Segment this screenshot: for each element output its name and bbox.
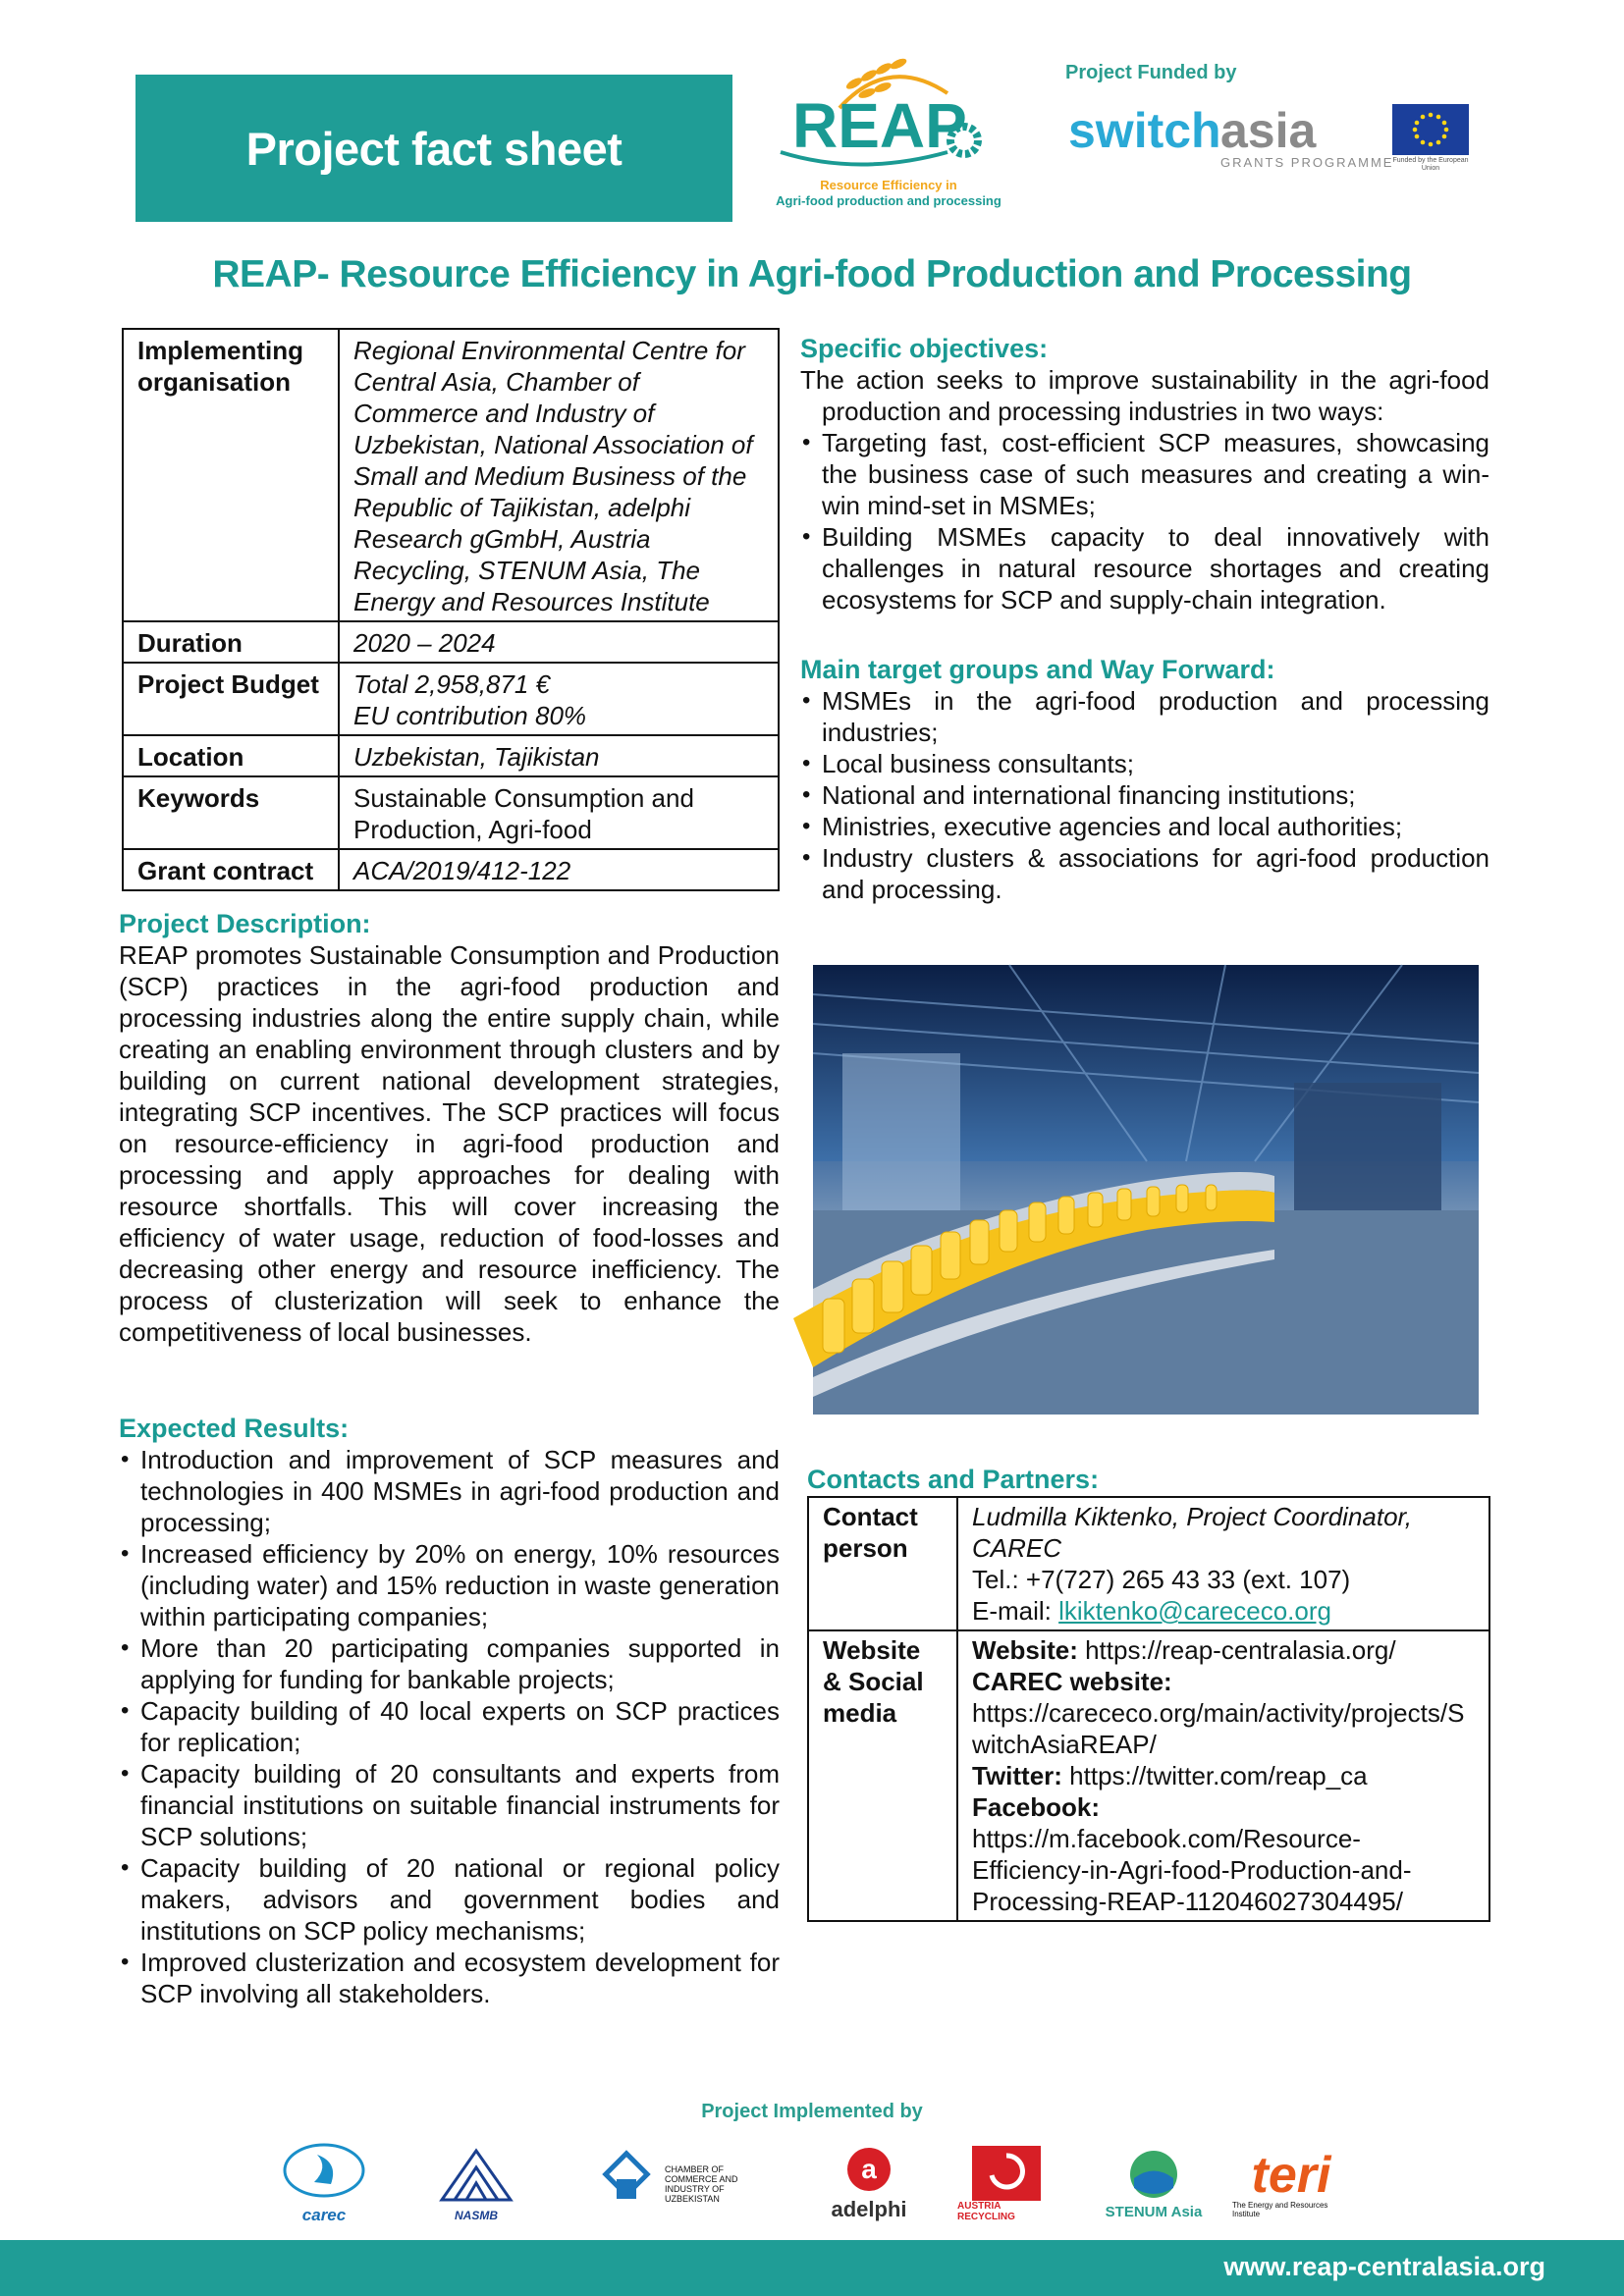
reap-tagline-1: Resource Efficiency in	[820, 178, 957, 192]
website-social-value	[957, 1630, 1489, 1921]
switch-text: switch	[1068, 103, 1221, 158]
objectives-list	[800, 427, 1489, 615]
twitter-label: Twitter:	[972, 1761, 1062, 1790]
svg-text:a: a	[861, 2154, 877, 2184]
list-item: • Capacity building of 20 national or regional policy makers, advisors and government bodies and institutions on SCP policy mechanisms;	[119, 1852, 780, 1947]
eu-flag-icon	[1392, 104, 1469, 155]
list-item: • Improved clusterization and ecosystem development for SCP involving all stakeholders.	[119, 1947, 780, 2009]
description-heading: Project Description:	[119, 909, 371, 938]
project-info-table	[122, 328, 780, 891]
funded-by-label: Project Funded by	[1065, 62, 1237, 83]
chamber-text: CHAMBER OF COMMERCE AND INDUSTRY OF UZBEKISTAN	[665, 2164, 738, 2204]
carec-website-link[interactable]: https://carececo.org/main/activity/projects/SwitchAsiaREAP/	[972, 1698, 1465, 1759]
implemented-by-label: Project Implemented by	[701, 2101, 923, 2122]
keywords-value: Sustainable Consumption and Production, Agri-food	[339, 776, 779, 849]
chamber-logo	[584, 2140, 781, 2228]
objectives-heading: Specific objectives:	[800, 334, 1049, 363]
stenum-text: STENUM Asia	[1105, 2203, 1203, 2220]
budget-value	[339, 663, 779, 735]
table-row	[123, 663, 779, 735]
location-label: Location	[123, 735, 339, 776]
reap-tagline-2: Agri-food production and processing	[776, 193, 1001, 208]
table-row	[808, 1497, 1489, 1630]
list-item: • Local business consultants;	[800, 748, 1489, 779]
website-link[interactable]: https://reap-centralasia.org/	[1077, 1635, 1396, 1665]
budget-total: Total 2,958,871 €	[353, 669, 550, 699]
banner-title: Project fact sheet	[245, 122, 623, 175]
fact-sheet-banner	[135, 75, 732, 222]
keywords-label: Keywords	[123, 776, 339, 849]
list-item: • National and international financing institutions;	[800, 779, 1489, 811]
duration-value: 2020 – 2024	[339, 621, 779, 663]
contact-tel: Tel.: +7(727) 265 43 33 (ext. 107)	[972, 1565, 1351, 1594]
reap-logo-text: REAP	[792, 90, 967, 161]
eu-caption: Funded by the European Union	[1392, 157, 1469, 172]
list-item: • Capacity building of 20 consultants and experts from financial institutions on suitable financial instruments for SCP solutions;	[119, 1758, 780, 1852]
footer-website-link[interactable]: www.reap-centralasia.org	[1223, 2252, 1545, 2281]
contact-person-value	[957, 1497, 1489, 1630]
asia-text: asia	[1220, 103, 1317, 158]
list-item: • Targeting fast, cost-efficient SCP measures, showcasing the business case of such measures and creating a win-win mind-set in MSMEs;	[800, 427, 1489, 521]
switchasia-logo	[1068, 98, 1394, 172]
website-line	[972, 1634, 1475, 1666]
results-heading: Expected Results:	[119, 1414, 350, 1443]
description-section	[119, 909, 780, 1348]
facebook-label: Facebook:	[972, 1792, 1101, 1822]
carec-logo	[275, 2140, 373, 2228]
list-item: • Introduction and improvement of SCP measures and technologies in 400 MSMEs in agri-food production and processing;	[119, 1444, 780, 1538]
list-item: • Increased efficiency by 20% on energy, 10% resources (including water) and 15% reduction in waste generation within participating companies;	[119, 1538, 780, 1632]
page-title: REAP- Resource Efficiency in Agri-food Production and Processing	[212, 253, 1412, 295]
twitter-link[interactable]: https://twitter.com/reap_ca	[1061, 1761, 1368, 1790]
list-item: • Industry clusters & associations for agri-food production and processing.	[800, 842, 1489, 905]
budget-eu: EU contribution 80%	[353, 701, 587, 730]
contact-person-label: Contact person	[808, 1497, 957, 1630]
email-link[interactable]: lkiktenko@carececo.org	[1058, 1596, 1331, 1626]
email-label: E-mail:	[972, 1596, 1059, 1626]
list-item: • Capacity building of 40 local experts on SCP practices for replication;	[119, 1695, 780, 1758]
table-row	[123, 776, 779, 849]
adelphi-text: adelphi	[831, 2197, 907, 2221]
table-row	[123, 621, 779, 663]
teri-logo	[1232, 2140, 1350, 2228]
duration-label: Duration	[123, 621, 339, 663]
twitter-line	[972, 1760, 1475, 1791]
description-text: REAP promotes Sustainable Consumption and Production (SCP) practices in the agri-food production and processing industries along the entire supply chain, while creating an enabling environment through clusters and by building on current national development strategies, integrating SCP incentives. The SCP practices will focus on resource-efficiency in agri-food production and processing and apply approaches for dealing with resource shortfalls. This will cover increasing the efficiency of water usage, reduction of food-losses and decreasing other energy and resource inefficiency. The process of clusterization will seek to enhance the competitiveness of local businesses.	[119, 940, 780, 1347]
stenum-logo	[1090, 2140, 1218, 2228]
target-groups-section	[800, 655, 1489, 905]
austria-recycling-logo	[957, 2140, 1056, 2228]
results-list	[119, 1444, 780, 2009]
list-item: • MSMEs in the agri-food production and processing industries;	[800, 685, 1489, 748]
table-row	[123, 849, 779, 890]
table-row	[123, 735, 779, 776]
list-item: • Ministries, executive agencies and local authorities;	[800, 811, 1489, 842]
adelphi-logo	[820, 2140, 918, 2228]
facebook-link[interactable]: https://m.facebook.com/Resource-Efficiency-in-Agri-food-Production-and-Processing-REAP-112046027304495/	[972, 1824, 1412, 1916]
bottling-line-photo	[813, 965, 1479, 1415]
implementing-value: Regional Environmental Centre for Central Asia, Chamber of Commerce and Industry of Uzbekistan, National Association of Small and Medium Business of the Republic of Tajikistan, adelphi Research gGmbH, Austria Recycling, STENUM Asia, The Energy and Resources Institute	[339, 329, 779, 621]
contact-email-line	[972, 1595, 1475, 1627]
teri-text: teri	[1251, 2147, 1331, 2204]
teri-subtitle: The Energy and Resources Institute	[1232, 2201, 1328, 2218]
list-item: • More than 20 participating companies supported in applying for funding for bankable projects;	[119, 1632, 780, 1695]
contacts-table	[807, 1496, 1490, 1922]
grant-value: ACA/2019/412-122	[339, 849, 779, 890]
grant-label: Grant contract	[123, 849, 339, 890]
list-item: • Building MSMEs capacity to deal innovatively with challenges in natural resource shortages and creating ecosystems for SCP and supply-chain integration.	[800, 521, 1489, 615]
objectives-section	[800, 334, 1489, 615]
carec-website-label: CAREC website:	[972, 1667, 1172, 1696]
austria-recycling-text: AUSTRIA RECYCLING	[957, 2201, 1015, 2222]
objectives-intro: The action seeks to improve sustainability in the agri-food production and processing industries in two ways:	[800, 365, 1489, 426]
table-row	[808, 1630, 1489, 1921]
location-value: Uzbekistan, Tajikistan	[339, 735, 779, 776]
carec-text: carec	[301, 2206, 347, 2224]
website-label: Website:	[972, 1635, 1078, 1665]
budget-label: Project Budget	[123, 663, 339, 735]
website-social-label: Website & Social media	[808, 1630, 957, 1921]
results-section	[119, 1414, 780, 2009]
grants-programme-text: GRANTS PROGRAMME	[1220, 155, 1394, 170]
target-groups-heading: Main target groups and Way Forward:	[800, 655, 1275, 684]
footer-bar	[0, 2240, 1624, 2296]
implementing-label: Implementing organisation	[123, 329, 339, 621]
contacts-heading: Contacts and Partners:	[807, 1465, 1100, 1494]
nasmb-logo	[432, 2140, 520, 2228]
reap-logo	[761, 54, 1016, 211]
target-groups-list	[800, 685, 1489, 905]
table-row	[123, 329, 779, 621]
nasmb-text: NASMB	[455, 2209, 498, 2222]
contact-name: Ludmilla Kiktenko, Project Coordinator, CAREC	[972, 1502, 1413, 1563]
